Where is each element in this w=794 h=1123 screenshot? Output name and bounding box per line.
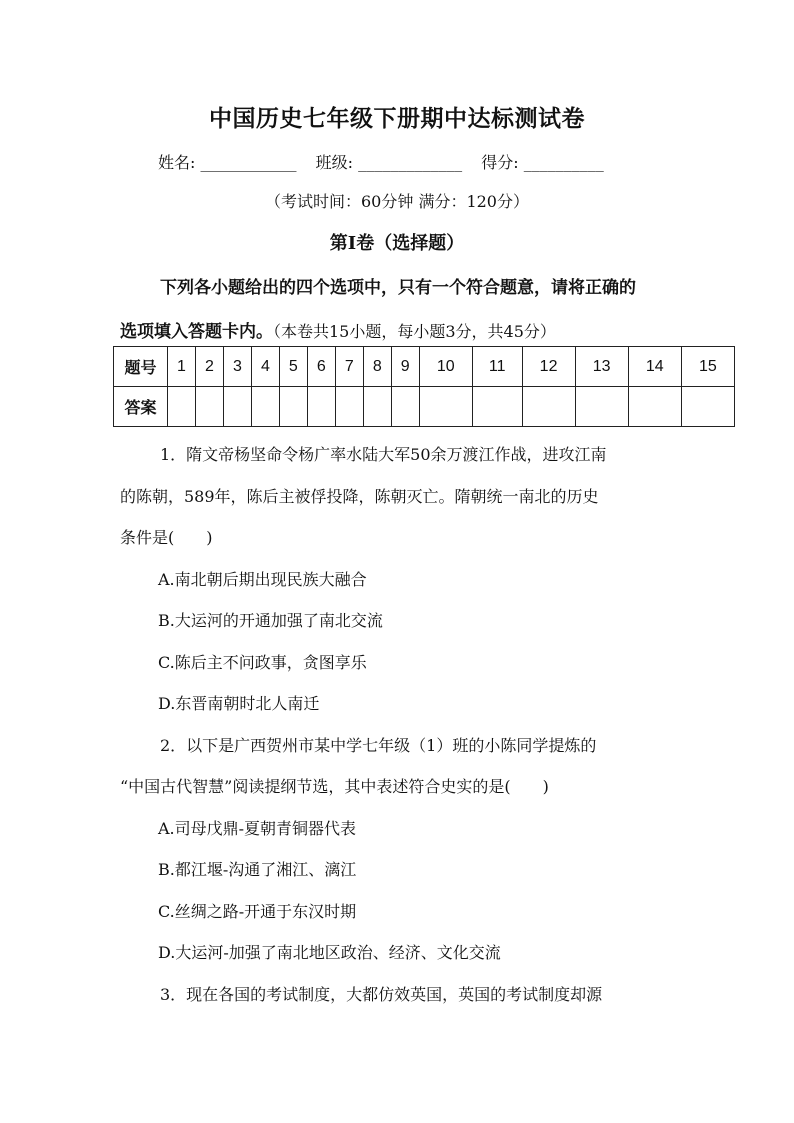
answer-cell[interactable] xyxy=(628,387,681,427)
question-3-line-1: 3．现在各国的考试制度，大都仿效英国，英国的考试制度却源 xyxy=(160,984,603,1004)
student-info-line xyxy=(158,150,604,173)
question-2-option-a: A.司母戊鼎-夏朝青铜器代表 xyxy=(158,818,357,838)
instructions-note: （本卷共15小题，每小题3分，共45分） xyxy=(273,322,556,341)
question-2-line-2: “中国古代智慧”阅读提纲节选，其中表述符合史实的是( ) xyxy=(120,777,549,796)
answer-table-number-row xyxy=(114,347,735,387)
question-1-line-3: 条件是( ) xyxy=(120,528,213,547)
answer-cell[interactable] xyxy=(575,387,628,427)
answer-table-answer-row xyxy=(114,387,735,427)
question-number-cell: 2 xyxy=(195,347,223,387)
score-blank: __________ xyxy=(523,153,604,172)
question-2-option-b: B.都江堰-沟通了湘江、漓江 xyxy=(158,860,357,879)
question-number-cell: 3 xyxy=(223,347,251,387)
question-1-option-a: A.南北朝后期出现民族大融合 xyxy=(158,569,367,589)
question-number-cell: 10 xyxy=(419,347,472,387)
page-title: 中国历史七年级下册期中达标测试卷 xyxy=(209,105,585,132)
question-number-cell: 9 xyxy=(391,347,419,387)
class-label: 班级: xyxy=(315,153,353,172)
answer-cell[interactable] xyxy=(419,387,472,427)
answer-cell[interactable] xyxy=(223,387,251,427)
question-number-header: 题号 xyxy=(114,347,168,387)
question-1-line-1: 1．隋文帝杨坚命令杨广率水陆大军50余万渡江作战，进攻江南 xyxy=(160,445,607,464)
instructions xyxy=(120,266,680,354)
exam-time-note: （考试时间：60分钟 满分：120分） xyxy=(265,192,529,211)
question-number-cell: 6 xyxy=(307,347,335,387)
question-number-cell: 1 xyxy=(168,347,196,387)
question-2-line-1: 2．以下是广西贺州市某中学七年级（1）班的小陈同学提炼的 xyxy=(160,735,597,755)
answer-cell[interactable] xyxy=(391,387,419,427)
question-2-option-d: D.大运河-加强了南北地区政治、经济、文化交流 xyxy=(158,943,501,962)
answer-cell[interactable] xyxy=(168,387,196,427)
answer-cell[interactable] xyxy=(307,387,335,427)
question-1-line-2: 的陈朝，589年，陈后主被俘投降，陈朝灭亡。隋朝统一南北的历史 xyxy=(120,486,599,506)
answer-cell[interactable] xyxy=(251,387,279,427)
score-label: 得分: xyxy=(481,153,519,172)
answer-cell[interactable] xyxy=(279,387,307,427)
name-label: 姓名: xyxy=(158,153,196,172)
question-1-option-c: C.陈后主不问政事，贪图享乐 xyxy=(158,652,367,672)
instructions-line-1: 下列各小题给出的四个选项中，只有一个符合题意，请将正确的 xyxy=(160,278,636,298)
question-number-cell: 11 xyxy=(472,347,522,387)
questions xyxy=(120,434,680,1015)
answer-table xyxy=(113,346,735,427)
answer-cell[interactable] xyxy=(472,387,522,427)
question-number-cell: 4 xyxy=(251,347,279,387)
question-1-option-d: D.东晋南朝时北人南迁 xyxy=(158,694,320,713)
answer-cell[interactable] xyxy=(363,387,391,427)
instructions-bold-part: 选项填入答题卡内。 xyxy=(120,322,273,342)
question-number-cell: 15 xyxy=(681,347,734,387)
question-number-cell: 12 xyxy=(522,347,575,387)
class-blank: _____________ xyxy=(358,153,463,172)
answer-header: 答案 xyxy=(114,387,168,427)
answer-cell[interactable] xyxy=(681,387,734,427)
answer-cell[interactable] xyxy=(195,387,223,427)
question-number-cell: 13 xyxy=(575,347,628,387)
question-number-cell: 14 xyxy=(628,347,681,387)
question-number-cell: 5 xyxy=(279,347,307,387)
question-1-option-b: B.大运河的开通加强了南北交流 xyxy=(158,611,383,630)
answer-cell[interactable] xyxy=(335,387,363,427)
name-blank: ____________ xyxy=(200,153,297,172)
section-title: 第Ⅰ卷（选择题） xyxy=(329,233,465,254)
question-number-cell: 8 xyxy=(363,347,391,387)
question-number-cell: 7 xyxy=(335,347,363,387)
question-2-option-c: C.丝绸之路-开通于东汉时期 xyxy=(158,901,357,921)
answer-cell[interactable] xyxy=(522,387,575,427)
